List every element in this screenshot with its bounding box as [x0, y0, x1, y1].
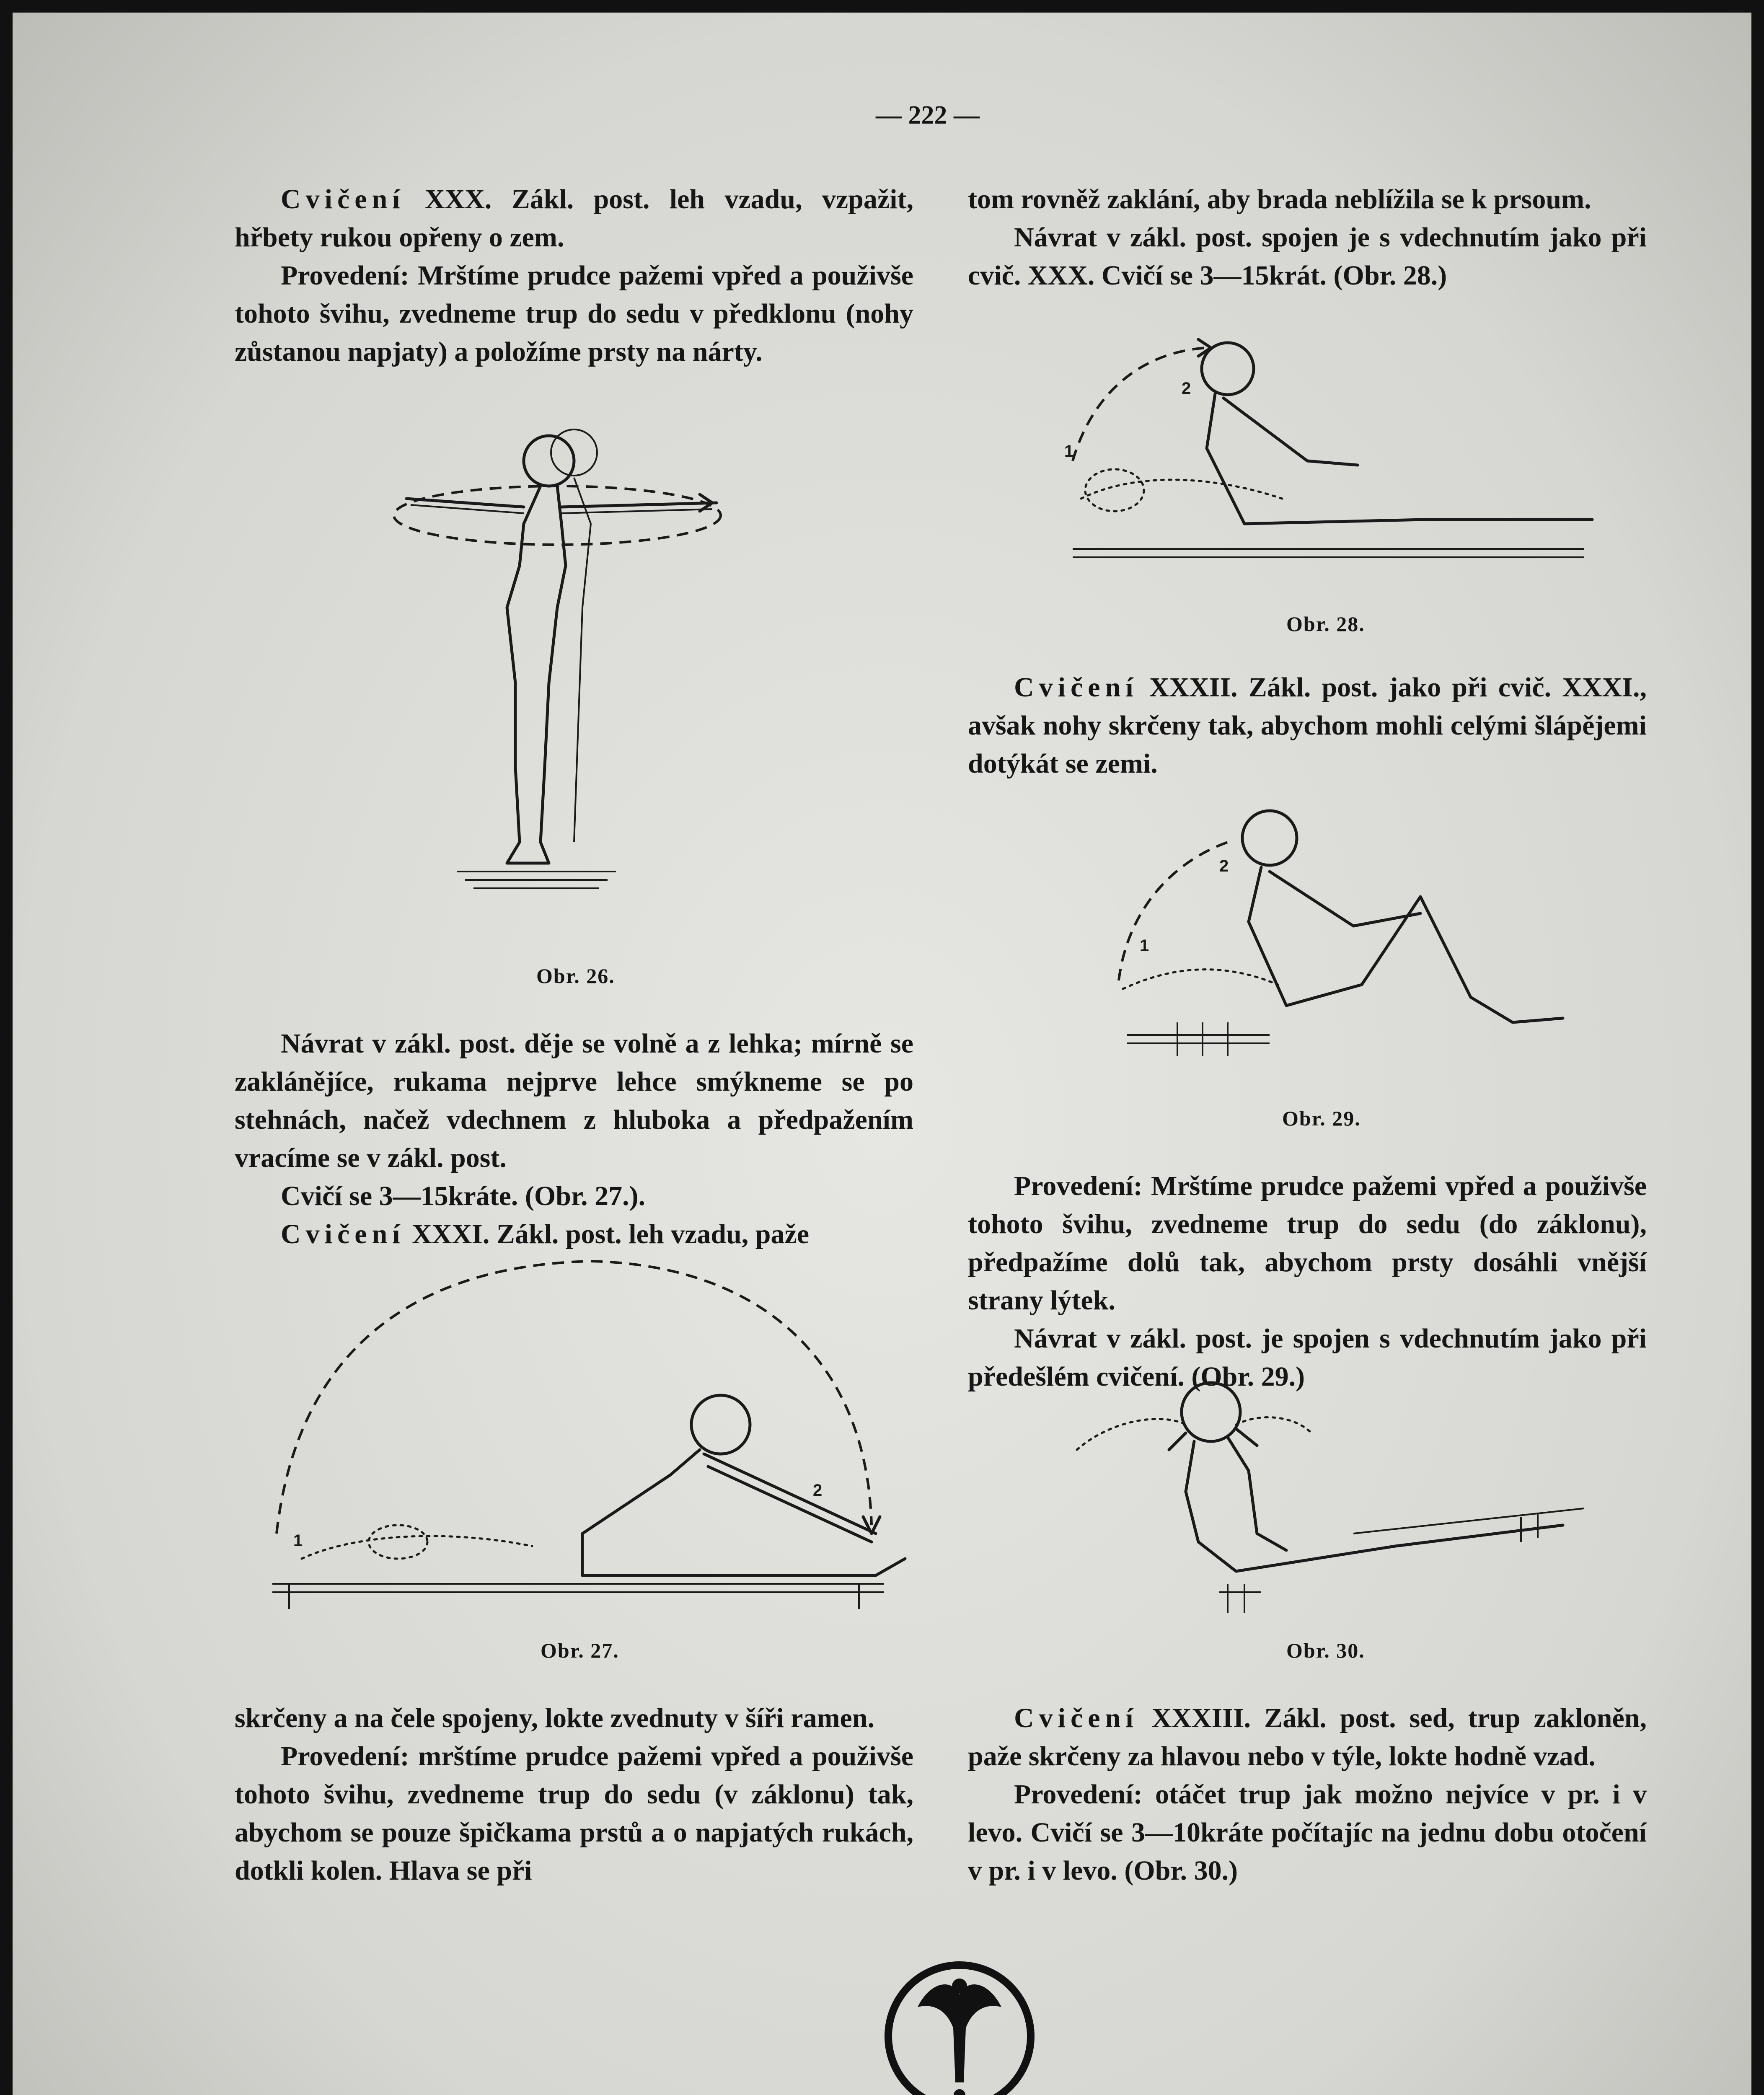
figure-26-caption: Obr. 26.	[536, 964, 615, 988]
paragraph-text: Cvičí se 3—15kráte. (Obr. 27.).	[281, 1181, 646, 1211]
left-column-top	[235, 180, 913, 371]
paragraph-text: Návrat v zákl. post. je spojen s vdechnutím jako při předešlém cvičení. (Obr. 29.)	[968, 1323, 1647, 1392]
position-label-1: 1	[1140, 936, 1149, 955]
scanned-page	[13, 13, 1751, 2095]
position-label-2: 2	[1219, 857, 1229, 875]
left-column-middle	[235, 1024, 913, 1253]
paragraph-text: mrštíme prudce pažemi vpřed a použivše tohoto švihu, zvedneme trup do sedu (v záklonu) tak, abychom se pouze špičkama prstů a o napjatých rukách, dotkli kolen. Hlava se při	[235, 1741, 913, 1886]
figure-26-illustration	[381, 390, 784, 909]
figure-30-illustration	[1060, 1366, 1605, 1626]
figure-29-caption: Obr. 29.	[1282, 1107, 1361, 1130]
paragraph-text: Mrštíme prudce pažemi vpřed a použivše tohoto švihu, zvedneme trup do sedu v předklonu (nohy zůstanou napjaty) a položíme prsty na nárty.	[235, 260, 913, 367]
figure-27-illustration	[247, 1240, 926, 1617]
right-column-middle	[968, 668, 1647, 783]
paragraph-text: XXXIII. Zákl. post. sed, trup zakloněn, paže skrčeny za hlavou nebo v týle, lokte hodně vzad.	[968, 1703, 1647, 1772]
left-column-bottom	[235, 1699, 913, 1890]
procedure-heading: Provedení:	[281, 260, 409, 291]
paragraph-text: XXXII. Zákl. post. jako při cvič. XXXI., avšak nohy skrčeny tak, abychom mohli celými šlápějemi dotýkát se zemi.	[968, 672, 1647, 779]
paragraph-text: XXX. Zákl. post. leh vzadu, vzpažit, hřbety rukou opřeny o zem.	[235, 184, 913, 253]
position-label-2: 2	[813, 1481, 823, 1500]
right-column-bottom	[968, 1699, 1647, 1890]
position-label-1: 1	[1064, 442, 1074, 460]
figure-28-caption: Obr. 28.	[1286, 612, 1365, 636]
exercise-heading: Cvičení	[1014, 1703, 1138, 1733]
figure-27-caption: Obr. 27.	[541, 1639, 619, 1662]
position-label-2: 2	[1182, 379, 1191, 398]
paragraph-text: skrčeny a na čele spojeny, lokte zvednuty v šíři ramen.	[235, 1703, 875, 1733]
paragraph-text: Návrat v zákl. post. děje se volně a z lehka; mírně se zaklánějíce, rukama nejprve lehce smýkneme se po stehnách, načež vdechnem z hluboka a předpažením vracíme se v zákl. post.	[235, 1028, 913, 1173]
exercise-heading: Cvičení	[281, 184, 405, 215]
paragraph-text: otáčet trup jak možno nejvíce v pr. i v levo. Cvičí se 3—10kráte počítajíc na jednu dobu otočení v pr. i v levo. (Obr. 30.)	[968, 1779, 1647, 1886]
procedure-heading: Provedení:	[281, 1741, 409, 1772]
right-column-lower	[968, 1167, 1647, 1396]
paragraph-text: tom rovněž zaklání, aby brada neblížila se k prsoum.	[968, 184, 1591, 215]
position-label-1: 1	[293, 1531, 303, 1550]
paragraph-text: Mrštíme prudce pažemi vpřed a použivše tohoto švihu, zvedneme trup do sedu (do záklonu), předpažíme dolů tak, abychom prsty dosáhli vnější strany lýtek.	[968, 1171, 1647, 1316]
figure-28-illustration	[1048, 323, 1605, 591]
exercise-heading: Cvičení	[281, 1219, 405, 1249]
paragraph-text: Návrat v zákl. post. spojen je s vdechnutím jako při cvič. XXX. Cvičí se 3—15krát. (Obr. 28.)	[968, 222, 1647, 291]
page-number: — 222 —	[876, 101, 980, 129]
procedure-heading: Provedení:	[1014, 1779, 1143, 1810]
figure-29-illustration	[1094, 788, 1596, 1089]
right-column-top	[968, 180, 1647, 295]
paragraph-text: XXXI. Zákl. post. leh vzadu, paže	[405, 1219, 810, 1249]
procedure-heading: Provedení:	[1014, 1171, 1143, 1201]
emblem-ornament-icon	[880, 1957, 1039, 2095]
exercise-heading: Cvičení	[1014, 672, 1138, 703]
figure-30-caption: Obr. 30.	[1286, 1639, 1365, 1662]
